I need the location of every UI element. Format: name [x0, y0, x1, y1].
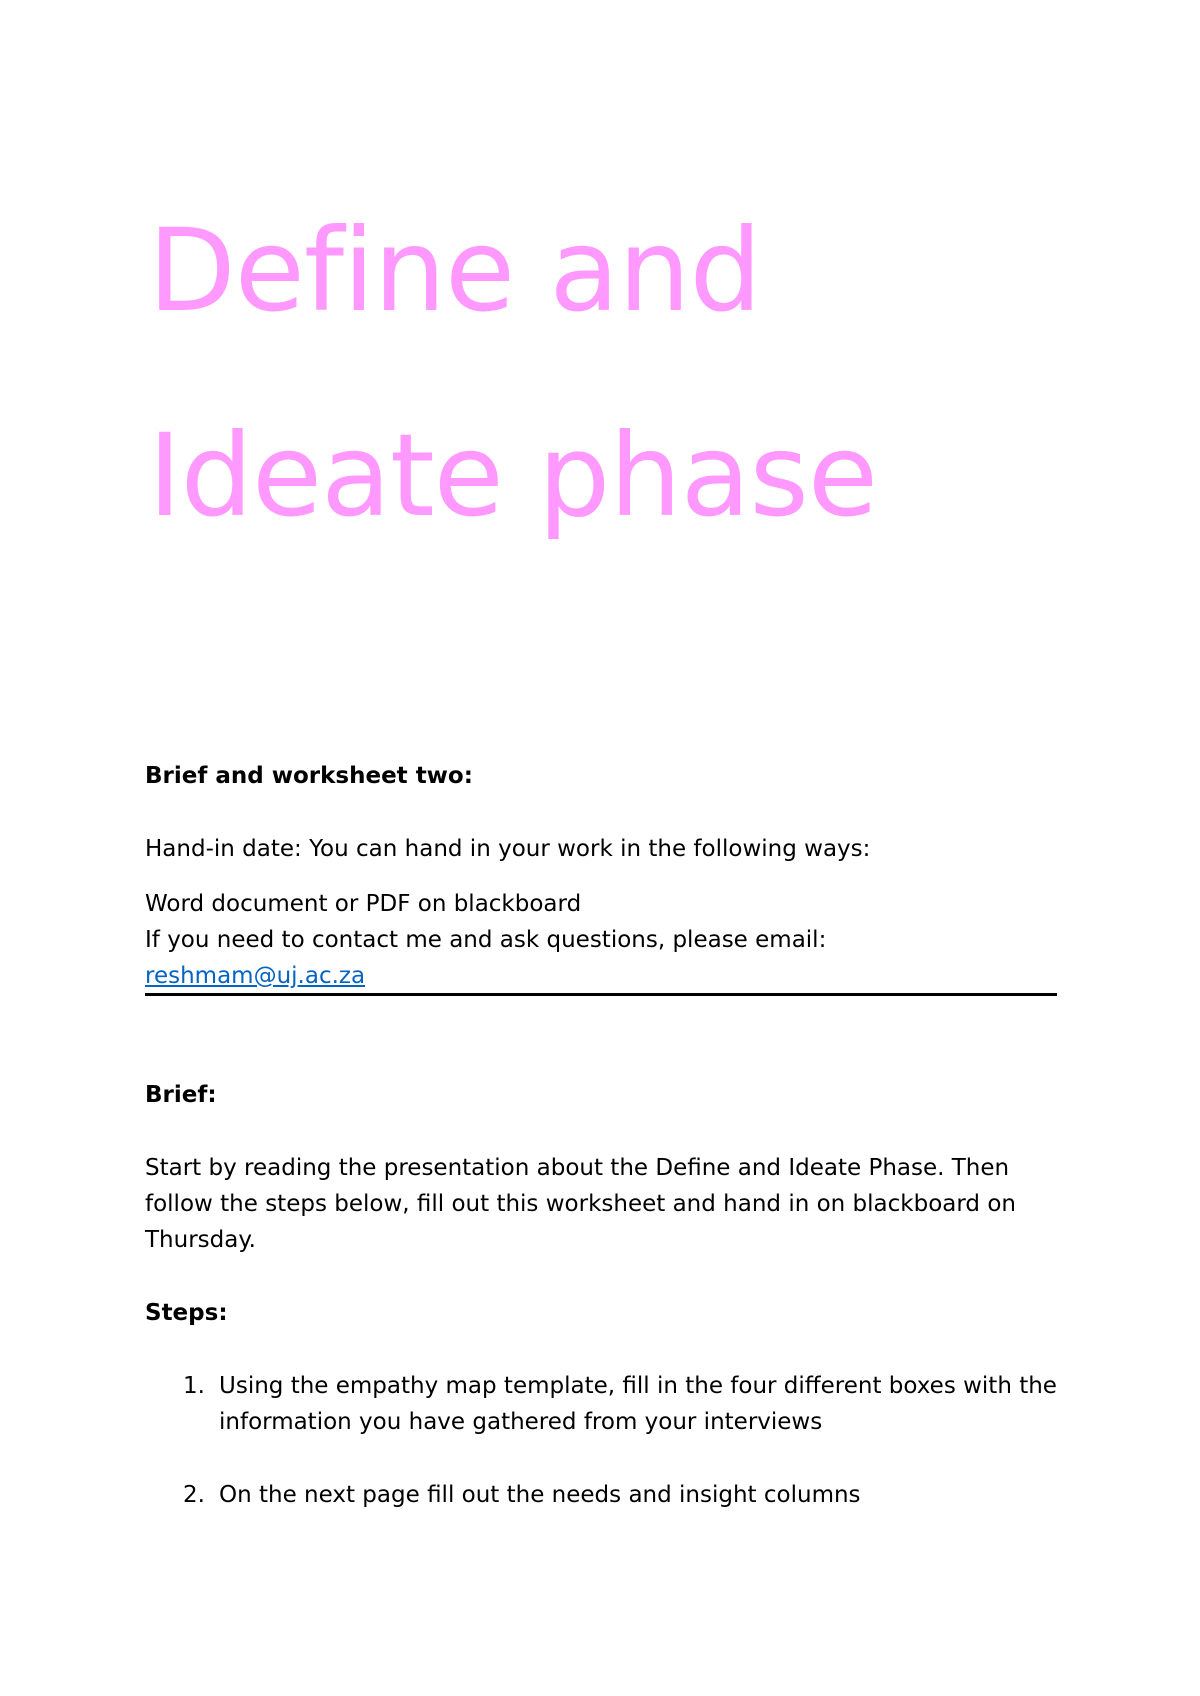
horizontal-rule: [145, 993, 1057, 996]
step-item-1: [183, 1368, 1063, 1440]
step-number: 2.: [183, 1482, 205, 1508]
contact-text: If you need to contact me and ask questions, please email:: [145, 927, 827, 953]
title-line-1: Define and: [148, 204, 761, 337]
worksheet-heading: Brief and worksheet two:: [145, 763, 473, 789]
email-link[interactable]: reshmam@uj.ac.za: [145, 963, 366, 989]
page-title: [148, 168, 877, 578]
brief-text: Start by reading the presentation about the Define and Ideate Phase. Then follow the steps below, fill out this worksheet and hand in on blackboard on Thursday.: [145, 1155, 1016, 1253]
email-line: [145, 958, 365, 994]
submission-method: Word document or PDF on blackboard: [145, 891, 582, 917]
step-text: On the next page fill out the needs and insight columns: [219, 1482, 861, 1508]
step-text: Using the empathy map template, fill in the four different boxes with the information you have gathered from your interviews: [219, 1373, 1057, 1435]
title-line-2: Ideate phase: [148, 409, 878, 542]
hand-in-date: Hand-in date: You can hand in your work in the following ways:: [145, 836, 871, 862]
brief-heading: Brief:: [145, 1082, 217, 1108]
step-number: 1.: [183, 1373, 205, 1399]
steps-heading: Steps:: [145, 1300, 228, 1326]
step-item-2: [183, 1477, 1063, 1513]
